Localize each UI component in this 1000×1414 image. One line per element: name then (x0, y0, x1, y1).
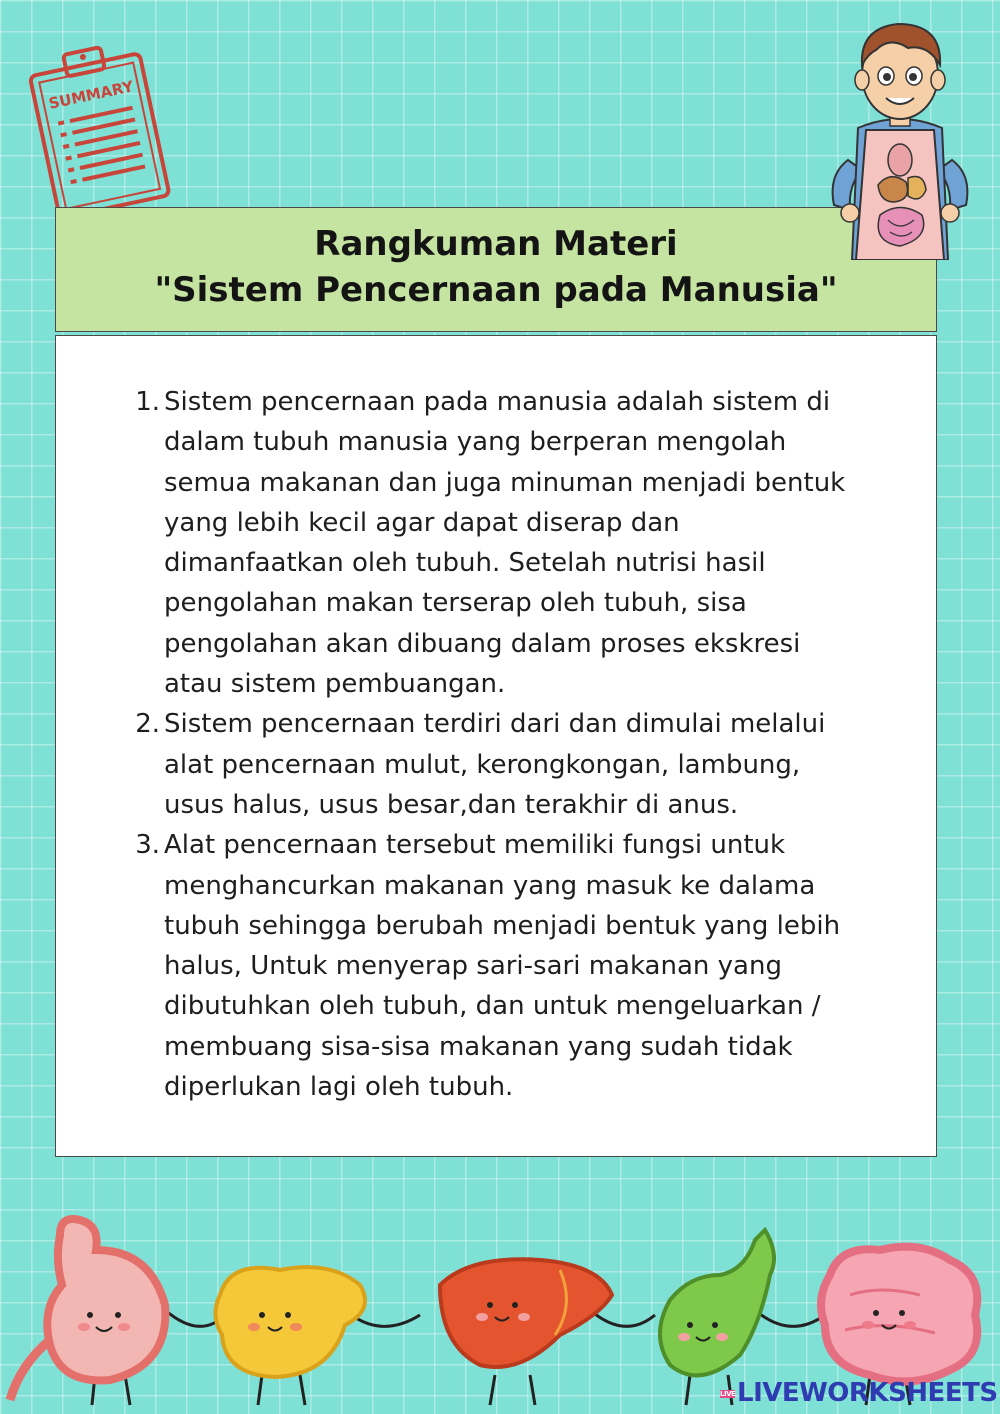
text-line: Alat pencernaan tersebut memiliki fungsi untuk (164, 830, 786, 861)
text-line: Sistem pencernaan pada manusia adalah sistem di (164, 387, 831, 417)
title-line-1: Rangkuman Materi (314, 224, 678, 264)
title-line-2: "Sistem Pencernaan pada Manusia" (154, 270, 838, 310)
list-item-number: 2. (135, 709, 160, 740)
text-line: dibutuhkan oleh tubuh, dan untuk mengeluarkan / (164, 991, 821, 1022)
text-line: diperlukan lagi oleh tubuh. (164, 1072, 514, 1103)
liveworksheets-watermark (720, 1378, 998, 1408)
list-item-number: 3. (135, 830, 160, 861)
text-line: pengolahan makan terserap oleh tubuh, sisa (164, 588, 747, 619)
summary-list (135, 382, 884, 1107)
list-item (135, 704, 884, 825)
watermark-text: LIVEWORKSHEETS (737, 1378, 998, 1408)
list-item-number: 1. (135, 387, 160, 417)
list-item (135, 825, 884, 1107)
text-line: menghancurkan makanan yang masuk ke dalama (164, 870, 816, 901)
stomach-character (10, 1219, 165, 1400)
boy-digestive-apron-illustration (820, 10, 980, 260)
text-line: semua makanan dan juga minuman menjadi bentuk (164, 467, 846, 498)
text-line: membuang sisa-sisa makanan yang sudah tidak (164, 1031, 793, 1062)
summary-clipboard-illustration (25, 40, 185, 225)
text-line: halus, Untuk menyerap sari-sari makanan yang (164, 951, 782, 982)
text-line: usus halus, usus besar,dan terakhir di anus. (164, 789, 739, 820)
text-line: dimanfaatkan oleh tubuh. Setelah nutrisi hasil (164, 548, 766, 579)
list-item (135, 382, 884, 704)
text-line: atau sistem pembuangan. (164, 669, 506, 700)
pancreas-character (215, 1267, 365, 1377)
live-logo-icon: LIVE (720, 1389, 736, 1398)
liver-character (440, 1259, 612, 1367)
gallbladder-character (660, 1230, 774, 1375)
title-banner (55, 207, 937, 332)
text-line: yang lebih kecil agar dapat diserap dan (164, 507, 680, 538)
text-line: dalam tubuh manusia yang berperan mengolah (164, 427, 787, 458)
summary-content-box (55, 335, 937, 1157)
text-line: tubuh sehingga berubah menjadi bentuk yang lebih (164, 910, 841, 941)
text-line: Sistem pencernaan terdiri dari dan dimulai melalui (164, 709, 826, 740)
intestine-character (821, 1247, 977, 1382)
summary-label: SUMMARY (47, 77, 135, 113)
text-line: pengolahan akan dibuang dalam proses ekskresi (164, 628, 801, 659)
text-line: alat pencernaan mulut, kerongkongan, lambung, (164, 749, 801, 780)
